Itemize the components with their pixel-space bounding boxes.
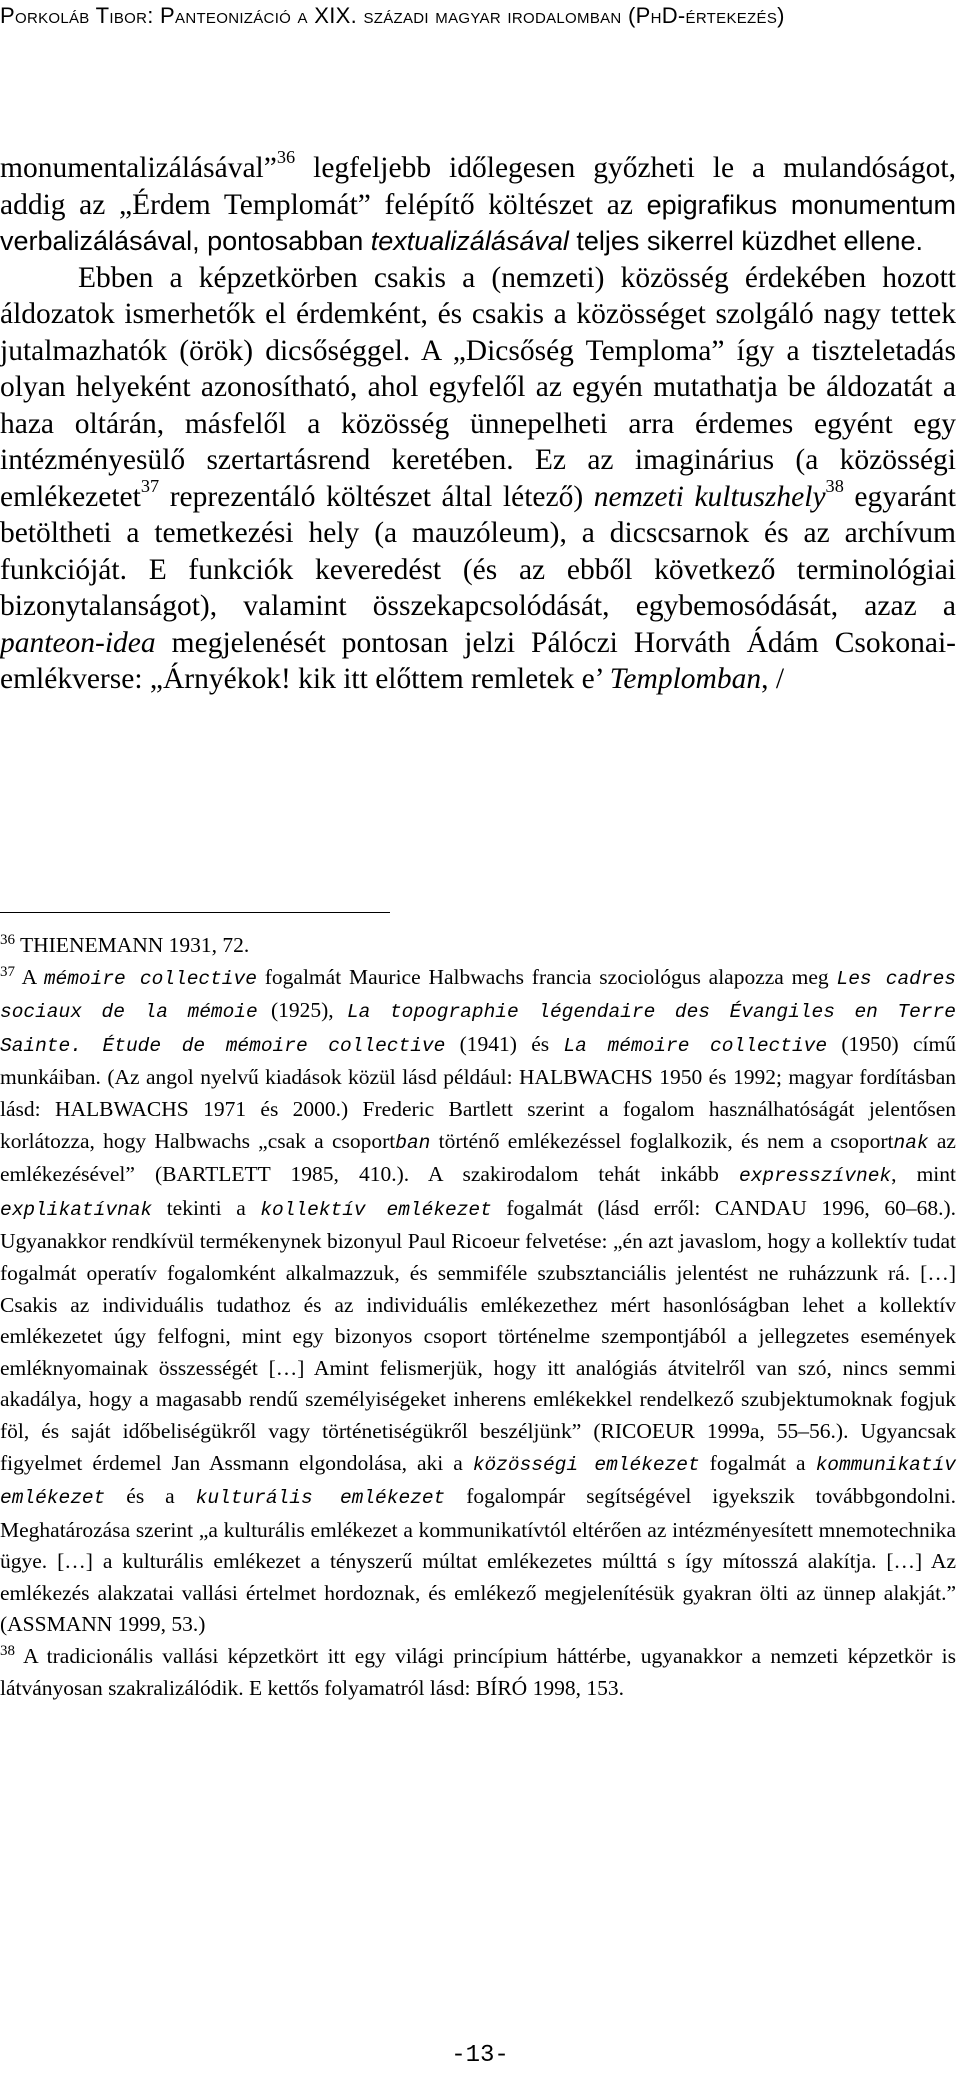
footnote-38: $^{38}$ A tradicionális vallási képzetkört itt egy világi princípium háttérbe, ugyanakkor a nemzeti képzetkör is látványosan szakralizálódik. E kettős folyamatról lásd: BÍRÓ 1998, 153. xyxy=(0,1642,956,1700)
paragraph-1: monumentalizálásával”$^{36}$ legfeljebb időlegesen győzheti le a mulandóságot, addig az „Érdem Templomát” felépítő költészet az epigrafikus monumentum verbalizálásával, pontosabban textualizálásával teljes sikerrel küzdhet ellene. xyxy=(0,147,956,256)
footnote-ref-37[interactable]: 37 xyxy=(140,475,160,496)
footnote-ref-36[interactable]: 36 xyxy=(276,147,296,168)
paragraph-2: Ebben a képzetkörben csakis a (nemzeti) közösség érdekében hozott áldozatok ismerhetők el érdemként, és csakis a közösséget szolgáló nagy tettek jutalmazhatók (örök) dicsőséggel. A „Dicsőség Temploma” így a tiszteletadás olyan helyeként azonosítható, ahol egyfelől az egyén mutathatja be áldozatát a haza oltárán, másfelől a közösség ünnepelheti arra érdemes egyént egy intézményesülő szertartásrend keretében. Ez az imaginárius (a közösségi emlékezetet$^{37}$ reprezentáló költészet által létező) nemzeti kultuszhely$^{38}$ egyaránt betöltheti a temetkezési hely (a mauzóleum), a dicscsarnok és az archívum funkcióját. E funkciók keveredést (és az ebből következő terminológiai bizonytalanságot), valamint összekapcsolódását, egybemosódását, azaz a panteon-idea megjelenését pontosan jelzi Pálóczi Horváth Ádám Csokonai-emlékverse: „Árnyékok! kik itt előttem remletek e’ Templomban, / xyxy=(0,261,956,695)
page-number: -13- xyxy=(451,2042,509,2069)
footnote-37: $^{37}$ A mémoire collective fogalmát Maurice Halbwachs francia szociológus alapozza meg Les cadres sociaux de la mémoie (1925), La topographie légendaire des Évangiles en Terre Sainte. Étude de mémoire collective (1941) és La mémoire collective (1950) című munkáiban. (Az angol nyelvű kiadások közül lásd például: HALBWACHS 1950 és 1992; magyar fordításban lásd: HALBWACHS 1971 és 2000.) Frederic Bartlett szerint a fogalom használhatóságát jelentősen korlátozza, hogy Halbwachs „csak a csoportban történő emlékezéssel foglalkozik, és nem a csoportnak az emlékezésével” (BARTLETT 1985, 410.). A szakirodalom tehát inkább expresszívnek, mint explikatívnak tekinti a kollektív emlékezet fogalmát (lásd erről: CANDAU 1996, 60–68.). Ugyanakkor rendkívül termékenynek bizonyul Paul Ricoeur felvetése: „én azt javaslom, hogy a kollektív tudat fogalmát operatív fogalomként alkalmazzuk, és semmiféle szubsztanciális jelentést ne ruházzunk rá. […] Csakis az individuális tudathoz és az individuális emlékezethez mért hasonlóságban lehet a kollektív emlékezetet úgy felfogni, mint egy bizonyos csoport történelme szempontjából a jellegzetes események emléknyomainak összességét […] Amint felismerjük, hogy itt analógiás átvitelről van szó, nincs semmi akadálya, hogy a magasabb rendű személyiségeket inherens emlékekkel rendelkező szubjektumoknak fogjuk föl, és saját időbeliségükről vagy történetiségükről beszéljünk” (RICOEUR 1999a, 55–56.). Ugyancsak figyelmet érdemel Jan Assmann elgondolása, aki a közösségi emlékezet fogalmát a kommunikatív emlékezet és a kulturális emlékezet fogalompár segítségével igyekszik továbbgondolni. Meghatározása szerint „a kulturális emlékezet a kommunikatívtól eltérően az intézményesített mnemotechnika ügye. […] a kulturális emlékezet a tényszerű múltat emlékezetes múlttá s így mítosszá alakítja. […] Az emlékezés alakzatai vallási értelmet hordoznak, és emlékező megjelenítésük gyakran ölti az ünnep alakját.” (ASSMANN 1999, 53.) xyxy=(0,963,957,1637)
footnote-ref-38[interactable]: 38 xyxy=(825,475,844,496)
running-header: Porkoláb Tibor: Panteonizáció a XIX. századi magyar irodalomban (PhD-értekezés) xyxy=(0,3,785,28)
main-text xyxy=(0,147,956,698)
footnote-36: $^{36}$ THIENEMANN 1931, 72. xyxy=(0,931,250,957)
footnote-separator xyxy=(0,912,390,913)
footnotes xyxy=(0,930,956,1704)
